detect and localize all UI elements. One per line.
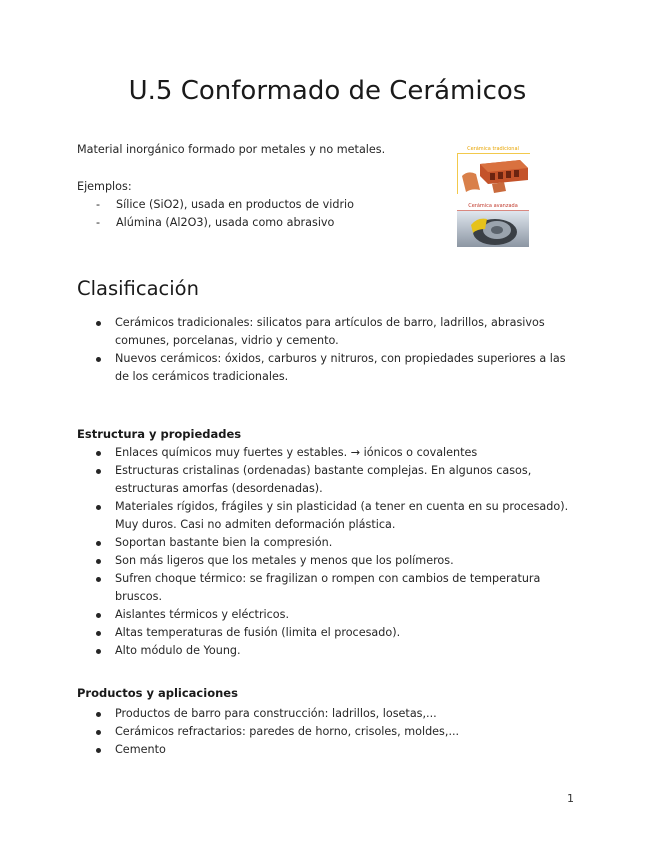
document-title: U.5 Conformado de Cerámicos xyxy=(128,76,527,106)
list-item: Estructuras cristalinas (ordenadas) bastante complejas. En algunos casos, estructuras amorfas (desordenadas). xyxy=(0,462,655,498)
figure-traditional-ceramics xyxy=(455,146,531,194)
productos-list xyxy=(0,705,655,759)
section-heading-clasificacion: Clasificación xyxy=(77,277,199,300)
bullet-icon xyxy=(96,631,101,636)
dash-marker: - xyxy=(96,216,101,229)
bullet-icon xyxy=(96,451,101,456)
bullet-icon xyxy=(96,649,101,654)
example-item: - Alúmina (Al2O3), usada como abrasivo xyxy=(116,214,334,232)
bricks-image xyxy=(457,153,530,194)
intro-paragraph: Material inorgánico formado por metales y no metales. xyxy=(77,143,386,156)
bullet-icon xyxy=(96,559,101,564)
section-heading-estructura: Estructura y propiedades xyxy=(77,427,242,441)
estructura-list xyxy=(0,444,655,660)
bullet-icon xyxy=(96,613,101,618)
list-item: Altas temperaturas de fusión (limita el procesado). xyxy=(0,624,655,642)
examples-label: Ejemplos: xyxy=(77,180,132,193)
brake-disc-image xyxy=(457,210,529,247)
page-number: 1 xyxy=(567,792,574,805)
list-item: Sufren choque térmico: se fragilizan o rompen con cambios de temperatura bruscos. xyxy=(0,570,655,606)
bullet-icon xyxy=(96,712,101,717)
section-heading-productos: Productos y aplicaciones xyxy=(77,686,238,700)
list-item: Nuevos cerámicos: óxidos, carburos y nitruros, con propiedades superiores a las de los cerámicos tradicionales. xyxy=(0,350,655,386)
list-item: Cerámicos refractarios: paredes de horno, crisoles, moldes,... xyxy=(0,723,655,741)
list-item: Alto módulo de Young. xyxy=(0,642,655,660)
list-item: Cerámicos tradicionales: silicatos para artículos de barro, ladrillos, abrasivos comunes, porcelanas, vidrio y cemento. xyxy=(0,314,655,350)
figure-advanced-ceramics xyxy=(455,203,531,247)
bullet-icon xyxy=(96,730,101,735)
dash-marker: - xyxy=(96,198,101,211)
list-item: Aislantes térmicos y eléctricos. xyxy=(0,606,655,624)
bullet-icon xyxy=(96,748,101,753)
figure-caption: Cerámica tradicional xyxy=(467,146,519,152)
list-item: Cemento xyxy=(0,741,655,759)
bullet-icon xyxy=(96,469,101,474)
list-item: Productos de barro para construcción: ladrillos, losetas,... xyxy=(0,705,655,723)
bullet-icon xyxy=(96,357,101,362)
list-item: Enlaces químicos muy fuertes y estables. → iónicos o covalentes xyxy=(0,444,655,462)
figure-caption: Cerámica avanzada xyxy=(468,203,518,209)
example-item: - Sílice (SiO2), usada en productos de vidrio xyxy=(116,196,354,214)
bullet-icon xyxy=(96,321,101,326)
list-item: Son más ligeros que los metales y menos que los polímeros. xyxy=(0,552,655,570)
bullet-icon xyxy=(96,505,101,510)
bullet-icon xyxy=(96,577,101,582)
clasificacion-list xyxy=(0,314,655,386)
list-item: Materiales rígidos, frágiles y sin plasticidad (a tener en cuenta en su procesado). Muy duros. Casi no admiten deformación plástica. xyxy=(0,498,655,534)
list-item: Soportan bastante bien la compresión. xyxy=(0,534,655,552)
bullet-icon xyxy=(96,541,101,546)
